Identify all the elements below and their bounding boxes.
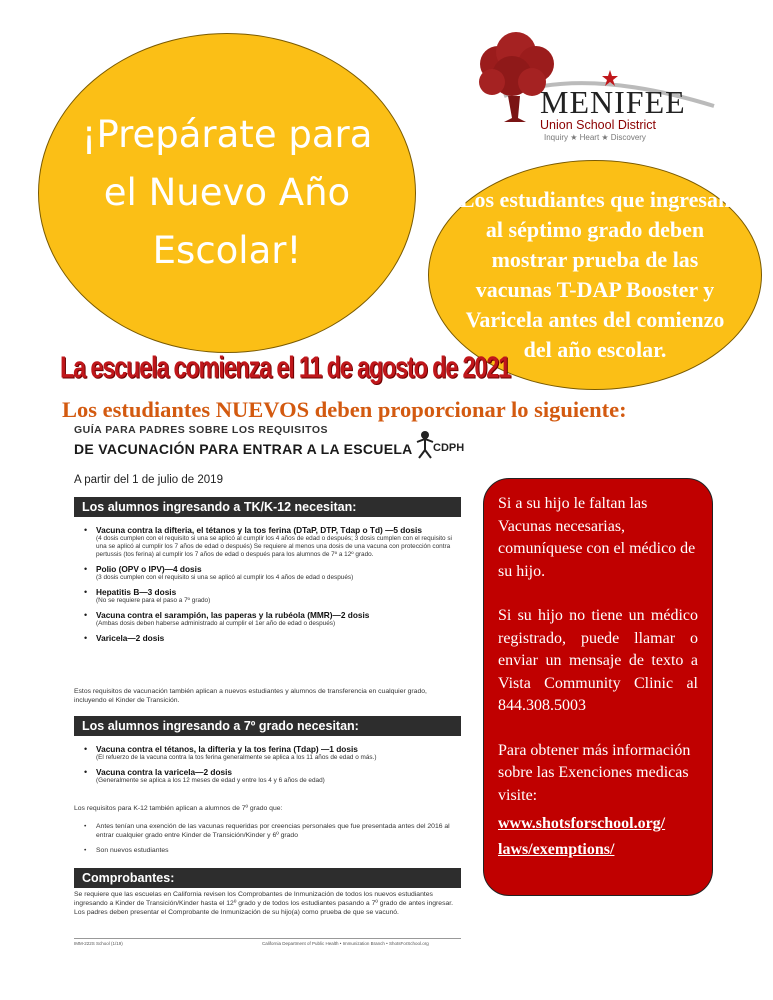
logo-name: MENIFEE: [540, 84, 686, 120]
section-7th-note: Los requisitos para K-12 también aplican a alumnos de 7º grado que:: [74, 805, 283, 812]
cdph-logo: [415, 430, 471, 460]
prepare-circle: [38, 33, 416, 353]
logo-district: Union School District: [540, 118, 657, 132]
section-7th-items: [84, 744, 464, 790]
new-students-heading: Los estudiantes NUEVOS deben proporcionar lo siguiente:: [62, 397, 627, 422]
section-7th-bullets: [84, 822, 464, 861]
logo-tagline: Inquiry ★ Heart ★ Discovery: [544, 133, 646, 142]
section-tk12-header: Los alumnos ingresando a TK/K-12 necesitan:: [74, 497, 461, 517]
list-item: • Antes tenían una exención de las vacunas requeridas por creencias personales que fue presentada antes del 2016 al entrar cualquier grado entre Kinder de Transición/Kinder y 6º grado: [84, 822, 464, 840]
district-logo: [474, 26, 724, 146]
exemptions-link-part1[interactable]: www.shotsforschool.org/: [498, 815, 666, 832]
section-tk12-note: Estos requisitos de vacunación también aplican a nuevos estudiantes y alumnos de transferencia en cualquier grado, incluyendo el Kinder de Transición.: [74, 688, 427, 704]
list-item: • Polio (OPV o IPV)—4 dosis (3 dosis cumplen con el requisito si una se aplicó al cumplir los 4 años de edad o después): [84, 564, 464, 582]
cdph-figure-icon: [415, 430, 435, 460]
section-7th-header: Los alumnos ingresando a 7º grado necesitan:: [74, 716, 461, 736]
guide-date: A partir del 1 de julio de 2019: [74, 474, 223, 486]
seventh-grade-notice: Los estudiantes que ingresan al séptimo grado deben mostrar prueba de las vacunas T-DAP Booster y Varicela antes del comienzo del año escolar.: [459, 187, 731, 362]
list-item: • Varicela—2 dosis: [84, 633, 464, 643]
footer-form-id: IMM-222S School (1/19): [74, 941, 123, 946]
section-proof-header: Comprobantes:: [74, 868, 461, 888]
info-box: [483, 478, 713, 896]
footer-credit: California Department of Public Health • Immunization Branch • ShotsForSchool.org: [262, 941, 429, 946]
list-item: • Hepatitis B—3 dosis (No se requiere para el paso a 7º grado): [84, 587, 464, 605]
list-item: • Vacuna contra la difteria, el tétanos y la tos ferina (DTaP, DTP, Tdap o Td) —5 dosis (4 dosis cumplen con el requisito si una se aplicó al cumplir los 4 años de edad o después; 3 dosis cumplen con el requisito si una se aplicó al cumplir los 7 años de edad o después) Se requiere al menos una dosis de una vacuna con protección contra pertussis (tos ferina) al cumplir los 7 años de edad o después para los alumnos de 7º a 12º grado.: [84, 525, 464, 559]
exemptions-link-part2[interactable]: laws/exemptions/: [498, 841, 615, 858]
school-start-date: La escuela comienza el 11 de agosto de 2021: [60, 350, 510, 384]
footer-divider: [74, 938, 461, 939]
list-item: • Vacuna contra el sarampión, las paperas y la rubéola (MMR)—2 dosis (Ambas dosis deben haberse administrado al cumplir el 1er año de edad o después): [84, 610, 464, 628]
list-item: • Son nuevos estudiantes: [84, 846, 464, 855]
cdph-text: CDPH: [433, 442, 465, 454]
guide-title: DE VACUNACIÓN PARA ENTRAR A LA ESCUELA: [74, 441, 413, 457]
info-paragraph-missing-vaccines: Si a su hijo le faltan las Vacunas necesarias, comuníquese con el médico de su hijo.: [498, 495, 696, 580]
section-proof-text: Se requiere que las escuelas en California revisen los Comprobantes de Inmunización de todos los nuevos estudiantes ingresando a Kinder de Transición/Kinder hasta el 12º grado y de todos los estudiantes pasando a 7º grado de antes ingresar. Los padres deben presentar el Comprobante de Inmunización de su hijo(a) como prueba de que se vacunó.: [74, 891, 454, 916]
info-paragraph-exemptions: Para obtener más información sobre las Exenciones medicas visite:: [498, 741, 691, 804]
list-item: • Vacuna contra la varicela—2 dosis (Generalmente se aplica a los 12 meses de edad y entre los 4 y 6 años de edad): [84, 767, 464, 785]
prepare-title: ¡Prepárate para el Nuevo Año Escolar!: [81, 113, 373, 272]
section-tk12-items: [84, 525, 464, 648]
list-item: • Vacuna contra el tétanos, la difteria y la tos ferina (Tdap) —1 dosis (El refuerzo de la vacuna contra la tos ferina generalmente se aplica a los 11 años de edad o más.): [84, 744, 464, 762]
info-paragraph-clinic: Si su hijo no tiene un médico registrado, puede llamar o enviar un mensaje de texto a Vista Community Clinic al 844.308.5003: [498, 607, 698, 714]
guide-subtitle: GUÍA PARA PADRES SOBRE LOS REQUISITOS: [74, 424, 329, 436]
